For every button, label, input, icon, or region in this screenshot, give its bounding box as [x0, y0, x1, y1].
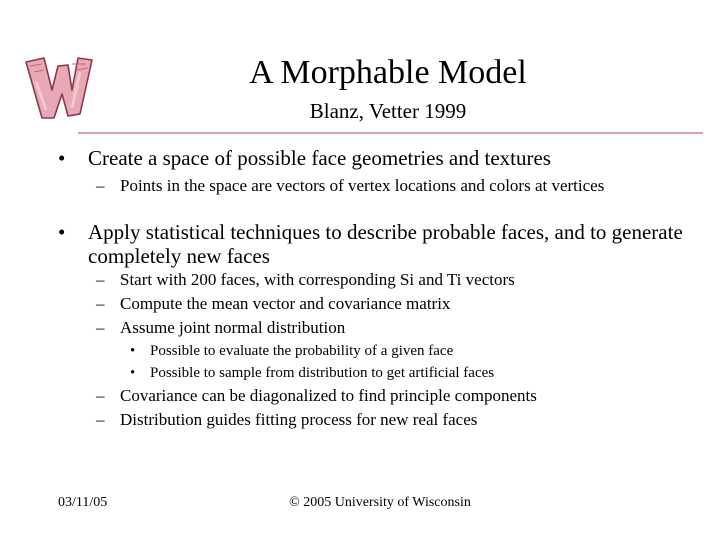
sub-sub-bullet-text: Possible to sample from distribution to get artificial faces — [150, 365, 495, 381]
sub-sub-bullet-text: Possible to evaluate the probability of a given face — [150, 343, 454, 359]
sub-bullet-text: Distribution guides fitting process for new real faces — [120, 410, 478, 429]
footer-date: 03/11/05 — [58, 495, 108, 510]
bullet-text: Create a space of possible face geometries and textures — [88, 146, 551, 170]
sub-bullet-text: Compute the mean vector and covariance matrix — [120, 294, 451, 313]
sub-bullet-item — [96, 318, 660, 337]
bullet-item — [58, 146, 688, 170]
sub-bullet-item — [96, 386, 660, 405]
sub-sub-bullet-item — [130, 364, 650, 382]
slide-title: A Morphable Model — [249, 54, 527, 91]
sub-bullet-item — [96, 410, 660, 429]
dash-marker: – — [96, 176, 105, 195]
dash-marker: – — [96, 386, 105, 405]
dash-marker: – — [96, 410, 105, 429]
dash-marker: – — [96, 294, 105, 313]
bullet-marker: • — [58, 146, 66, 170]
sub-bullet-item — [96, 270, 660, 289]
sub-bullet-text: Covariance can be diagonalized to find principle components — [120, 386, 537, 405]
bullet-marker: • — [130, 365, 136, 381]
sub-bullet-item — [96, 176, 660, 195]
dash-marker: – — [96, 318, 105, 337]
bullet-text: Apply statistical techniques to describe probable faces, and to generate completely new faces — [88, 220, 683, 268]
sub-sub-bullet-item — [130, 342, 650, 360]
bullet-item — [58, 220, 688, 268]
sub-bullet-text: Points in the space are vectors of vertex locations and colors at vertices — [120, 176, 605, 195]
dash-marker: – — [96, 270, 105, 289]
sub-bullet-text: Start with 200 faces, with corresponding Si and Ti vectors — [120, 270, 515, 289]
sub-bullet-item — [96, 294, 660, 313]
footer-copyright: © 2005 University of Wisconsin — [289, 495, 471, 510]
sub-bullet-text: Assume joint normal distribution — [120, 318, 346, 337]
university-w-logo-icon — [22, 52, 96, 124]
bullet-marker: • — [58, 220, 66, 244]
slide-subtitle: Blanz, Vetter 1999 — [309, 99, 467, 123]
title-divider — [78, 132, 703, 134]
bullet-marker: • — [130, 343, 136, 359]
